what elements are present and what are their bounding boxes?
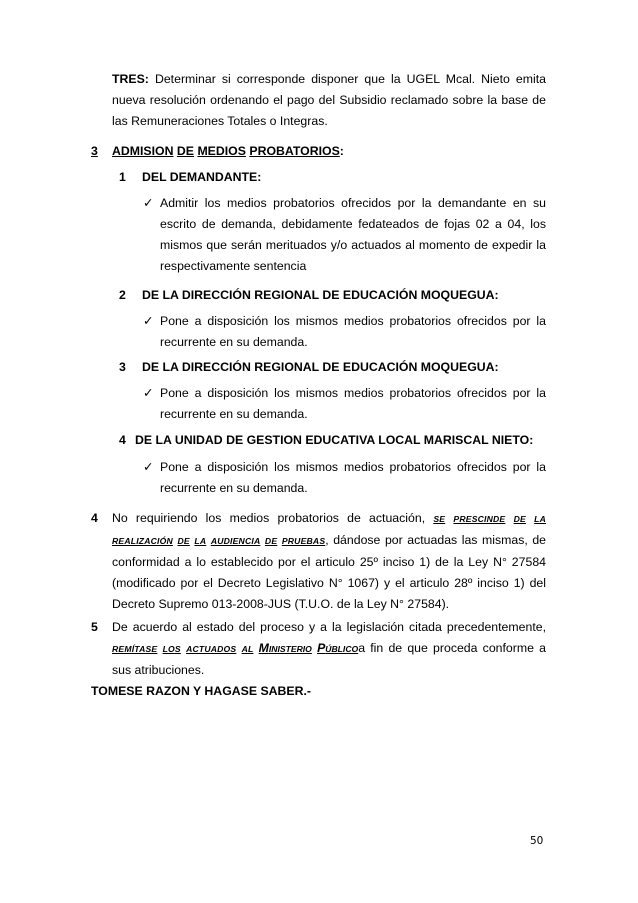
section-3-number: 3 [91,144,98,158]
tres-text: Determinar si corresponde disponer que la UGEL Mcal. Nieto emita nueva resolución ordenando el pago del Subsidio reclamado sobre la base de las Remuneraciones Totales o Integras. [112,72,546,128]
section-4-text-start: No requiriendo los medios probatorios de actuación, [112,511,434,525]
item-3-check-text: Pone a disposición los mismos medios probatorios ofrecidos por la recurrente en su demanda. [160,386,546,421]
item-4-check-icon: ✓ [143,460,154,474]
section-3-title-medios: MEDIOS [197,144,246,158]
section-5-em-publico [317,641,359,655]
ministerio-rest: INISTERIO [268,644,312,654]
section-5-em-ministerio [258,641,312,655]
item-1-title: DEL DEMANDANTE: [142,170,262,184]
section-4-em-audiencia: AUDIENCIA [210,536,261,546]
section-4-em-la2: LA [194,536,207,546]
item-2-check-icon: ✓ [143,314,154,328]
section-5-text-start: De acuerdo al estado del proceso y a la legislación citada precedentemente, [112,620,546,634]
section-4-em-de2: DE [177,536,190,546]
item-3-check-icon: ✓ [143,386,154,400]
section-5-number: 5 [91,620,98,634]
item-3-title: DE LA DIRECCIÓN REGIONAL DE EDUCACIÓN MOQUEGUA: [142,360,499,374]
publico-rest: ÚBLICO [325,644,359,654]
section-5-em-al: AL [241,644,254,654]
section-3-title-de: DE [176,144,195,158]
section-3-title-admision: ADMISION [112,144,174,158]
item-1-check-text: Admitir los medios probatorios ofrecidos por la demandante en su escrito de demanda, debidamente fedateados de fojas 02 a 04, los mismos que serán merituados y/o actuados al momento de expedir la respectivamente sentencia [160,196,546,273]
section-5-text-after: a fin de que proceda conforme a sus atribuciones. [112,641,546,677]
ministerio-cap: M [258,641,269,655]
section-4-paragraph [112,508,546,615]
closing-statement: TOMESE RAZON Y HAGASE SABER.- [91,684,312,698]
item-2-check-text: Pone a disposición los mismos medios probatorios ofrecidos por la recurrente en su demanda. [160,314,546,349]
section-3-title-colon: : [339,144,344,158]
section-4-em-de3: DE [264,536,278,546]
section-3-title-probatorios: PROBATORIOS [249,144,340,158]
section-4-em-realizacion: REALIZACIÓN [112,536,173,546]
item-3-number: 3 [119,360,126,374]
section-4-em-se: SE [433,514,446,524]
item-2-number: 2 [119,288,126,302]
section-3-title [112,141,412,162]
item-1-number: 1 [119,170,126,184]
section-4-em-pruebas: PRUEBAS [281,536,326,546]
item-1-check-icon: ✓ [143,196,154,210]
item-2-title: DE LA DIRECCIÓN REGIONAL DE EDUCACIÓN MOQUEGUA: [142,288,499,302]
publico-cap: P [317,641,326,655]
section-4-em-prescinde: PRESCINDE [453,514,506,524]
section-4-number: 4 [91,511,98,525]
item-4-check-text: Pone a disposición los mismos medios probatorios ofrecidos por la recurrente en su demanda. [160,460,546,495]
section-4-text-after: , dándose por actuadas las mismas, de conformidad a lo establecido por el articulo 25º inciso 1) de la Ley N° 27584 (modificado por el Decreto Legislativo N° 1067) y el articulo 28º inciso 1) del Decreto Supremo 013-2008-JUS (T.U.O. de la Ley N° 27584). [112,533,547,611]
item-4-number: 4 [119,433,126,447]
section-4-em-la: LA [534,514,547,524]
item-4-title: DE LA UNIDAD DE GESTION EDUCATIVA LOCAL MARISCAL NIETO: [135,433,534,447]
tres-label: TRES: [112,72,149,86]
section-5-em-remitase: REMÍTASE [112,644,158,654]
section-5-em-actuados: ACTUADOS [186,644,237,654]
tres-paragraph [112,69,546,132]
section-5-em-los: LOS [162,644,181,654]
section-4-em-de: DE [513,514,526,524]
page-number: 50 [530,835,544,847]
section-5-paragraph [112,617,546,681]
